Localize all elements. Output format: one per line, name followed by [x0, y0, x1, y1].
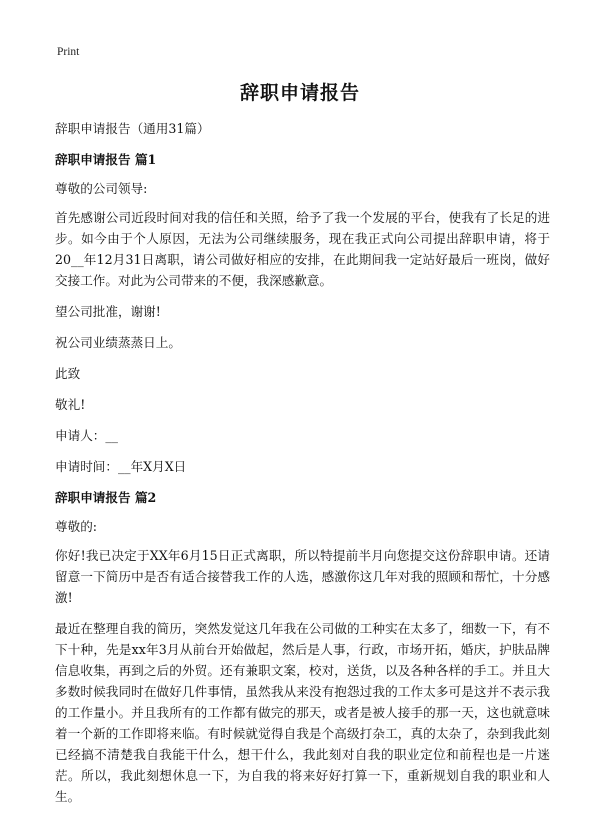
print-label[interactable]: Print — [57, 46, 80, 58]
paragraph: 你好!我已决定于XX年6月15日正式离职，所以特提前半月向您提交这份辞职申请。还请留意一下简历中是否有适合接替我工作的人选，感激你这几年对我的照顾和帮忙，十分感激! — [55, 548, 550, 605]
paragraph: 最近在整理自我的简历，突然发觉这几年我在公司做的工种实在太多了，细数一下，有不下十种，先是xx年3月从前台开始做起，然后是人事，行政，市场开拓，婚庆，护肤品牌信息收集，再到之后的外贸。还有兼职文案，校对，送货，以及各种各样的手工。并且大多数时候我同时在做好几件事情，虽然我从来没有抱怨过我的工作太多可是这并不表示我的工作量小。并且我所有的工作都有做完的那天，或者是被人接手的那一天，这也就意味着一个新的工作即将来临。有时候就觉得自我是个高级打杂工，真的太杂了，杂到我此刻已经搞不清楚我自我能干什么，想干什么，我此刻对自我的职业定位和前程也是一片迷茫。所以，我此刻想休息一下，为自我的将来好好打算一下，重新规划自我的职业和人生。 — [55, 621, 550, 804]
document-body — [55, 118, 550, 817]
document-title: 辞职申请报告 — [239, 82, 360, 104]
date-line: 申请时间：__年X月X日 — [55, 459, 187, 474]
section-heading-2: 辞职申请报告 篇2 — [55, 490, 157, 505]
closing-line: 此致 — [55, 366, 81, 381]
salutation: 尊敬的公司领导: — [55, 181, 148, 196]
closing-line: 敬礼! — [55, 397, 86, 412]
closing-line: 望公司批准，谢谢! — [55, 304, 161, 319]
salutation: 尊敬的: — [55, 519, 98, 534]
document-subtitle: 辞职申请报告（通用31篇） — [55, 121, 210, 136]
section-heading-1: 辞职申请报告 篇1 — [55, 152, 157, 167]
applicant-line: 申请人：__ — [55, 428, 118, 443]
paragraph: 首先感谢公司近段时间对我的信任和关照，给予了我一个发展的平台，使我有了长足的进步。如今由于个人原因，无法为公司继续服务，现在我正式向公司提出辞职申请，将于20__年12月31日离职，请公司做好相应的安排，在此期间我一定站好最后一班岗，做好交接工作。对此为公司带来的不便，我深感歉意。 — [55, 210, 550, 288]
closing-line: 祝公司业绩蒸蒸日上。 — [55, 335, 181, 350]
